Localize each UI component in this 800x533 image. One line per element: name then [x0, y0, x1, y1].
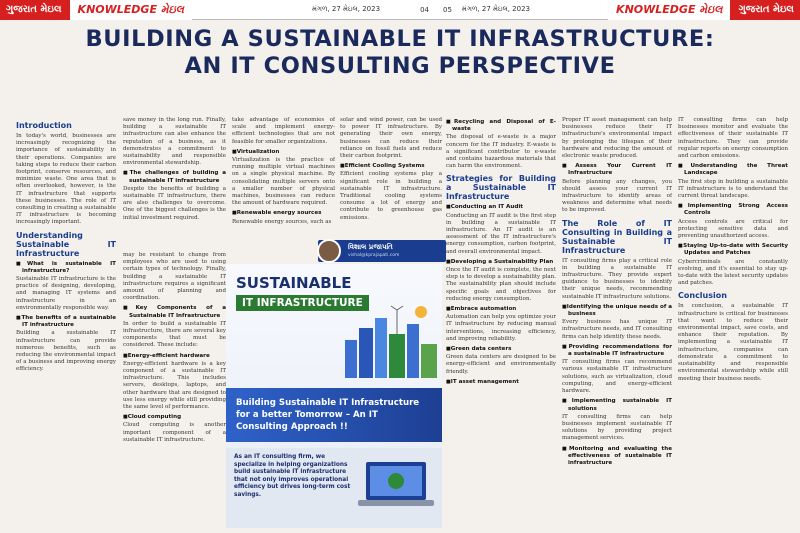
- paragraph: Before planning any changes, you should assess your current IT infrastructure to identify areas of weakness and determine what needs to be improved.: [562, 178, 672, 214]
- column-4: [340, 117, 442, 247]
- bullet-heading: ■ Identifying the unique needs of a business: [568, 304, 672, 318]
- infographic-title: SUSTAINABLE: [236, 274, 352, 292]
- paragraph: The first step in building a sustainable IT infrastructure is to understand the current threat landscape.: [678, 178, 788, 200]
- section-title-right: KNOWLEDGE મેઇલ: [608, 0, 732, 20]
- bullet-heading: ■ Implementing sustainable IT solutions: [568, 398, 672, 412]
- paragraph: save money in the long run. Finally, building a sustainable IT infrastructure can also enhance the reputation of a business, as it demonstrates a commitment to sustainability and responsible environmental stewardship.: [123, 117, 226, 167]
- bullet-heading: ■ Embrace automation: [452, 306, 556, 313]
- paragraph: Virtualization is the practice of running multiple virtual machines on a single physical machine. By consolidating multiple servers onto a smaller number of physical machines, businesses can reduce the amount of hardware required.: [232, 157, 335, 207]
- bullet-heading: ■ Implementing Strong Access Controls: [684, 203, 788, 217]
- infographic-banner: Building Sustainable IT Infrastructure for a better Tomorrow – An IT Consulting Approach !!: [226, 388, 442, 442]
- bullet-heading: ■ Staying Up-to-date with Security Updates and Patches: [684, 243, 788, 257]
- column-5: [446, 117, 556, 527]
- bullet-heading: ■ Assess Your Current IT Infrastructure: [568, 163, 672, 177]
- paragraph: Renewable energy sources, such as: [232, 218, 332, 225]
- paragraph: Despite the benefits of building a sustainable IT infrastructure, there are also challenges to overcome. One of the biggest challenges is the initial investment required.: [123, 185, 226, 221]
- bullet-heading: ■ Virtualization: [238, 149, 335, 156]
- column-2-lower: [123, 252, 226, 527]
- column-1: [16, 117, 116, 527]
- intro-paragraph: In today's world, businesses are increasingly recognizing the importance of sustainability in their operations. Companies are taking steps to reduce their carbon footprint, conserve resources, and minimize waste. One area that is often overlooked, however, is the IT infrastructure that supports these businesses. The role of IT consulting in creating a sustainable IT infrastructure is becoming increasingly important.: [16, 133, 116, 226]
- bullet-heading: ■ Developing a Sustainability Plan: [452, 259, 556, 266]
- paragraph: Green data centers are designed to be energy-efficient and environmentally friendly.: [446, 354, 556, 375]
- bullet-heading: ■ Energy-efficient hardware: [129, 353, 226, 360]
- headline-line-2: AN IT CONSULTING PERSPECTIVE: [184, 53, 616, 79]
- infographic: [226, 264, 442, 528]
- understanding-heading: Understanding Sustainable IT Infrastructure: [16, 230, 116, 258]
- paragraph: Access controls are critical for protecting sensitive data and preventing unauthorized access.: [678, 218, 788, 240]
- paragraph: IT consulting firms can help businesses implement sustainable IT solutions by providing project management services.: [562, 413, 672, 442]
- paragraph: The disposal of e-waste is a major concern for the IT industry. E-waste is a significant contributor to e-waste and contains hazardous materials that can harm the environment.: [446, 134, 556, 170]
- paragraph: Conducting an IT audit is the first step in building a sustainable IT infrastructure. An IT audit is an assessment of the IT infrastructure's energy consumption, carbon footprint, and overall environmental impact.: [446, 212, 556, 255]
- paragraph: Proper IT asset management can help businesses reduce their IT infrastructure's environmental impact by prolonging the lifespan of their hardware and reducing the amount of electronic waste produced.: [562, 117, 672, 160]
- issue-date: મંગળ, 27 મેઇલ, 2023: [311, 5, 381, 13]
- paragraph: Once the IT audit is complete, the next step is to develop a sustainability plan. The sustainability plan should include specific goals and objectives for reducing energy consumption.: [446, 267, 556, 302]
- paragraph: In order to build a sustainable IT infrastructure, there are several key components that must be considered. These include:: [123, 320, 226, 349]
- headline-line-1: BUILDING A SUSTAINABLE IT INFRASTRUCTURE:: [85, 26, 715, 52]
- strategies-heading: Strategies for Building a Sustainable IT Infrastructure: [446, 174, 556, 202]
- paragraph: IT consulting firms play a critical role in building a sustainable IT infrastructure. They provide expert guidance to businesses to identify their unique needs, recommending sustainable IT infrastructure solutions.: [562, 257, 672, 300]
- bullet-heading: ■ Recycling and Disposal of E-waste: [452, 119, 556, 133]
- masthead: [0, 0, 800, 20]
- column-2: [123, 117, 226, 247]
- bullet-heading: ■ The benefits of a sustainable IT infrastructure: [22, 315, 116, 329]
- bullet-heading: ■ Providing recommendations for a sustainable IT infrastructure: [568, 344, 672, 358]
- intro-heading: Introduction: [16, 121, 72, 130]
- paragraph: Sustainable IT infrastructure is the practice of designing, developing, and managing IT systems and infrastructure in an environmentally responsible way.: [16, 276, 116, 311]
- bullet-heading: ■ Key Components of a Sustainable IT Infrastructure: [129, 305, 226, 319]
- paragraph: Cloud computing is another important component of a sustainable IT infrastructure.: [123, 422, 226, 443]
- infographic-footer: [226, 448, 442, 528]
- infographic-footer-text: As an IT consulting firm, we specialize in helping organizations build sustainable IT infrastructure that not only improves operational efficiency but drives long-term cost savings.: [234, 454, 351, 498]
- paragraph: Automation can help you optimize your IT infrastructure by reducing manual interventions, increasing efficiency, and improving reliability.: [446, 314, 556, 342]
- page-number-left: 04: [420, 5, 429, 14]
- column-7: [678, 117, 788, 527]
- column-6: [562, 117, 672, 527]
- bullet-heading: ■ Cloud computing: [129, 414, 226, 421]
- bullet-heading: ■ Green data centers: [452, 346, 556, 353]
- section-title: KNOWLEDGE મેઇલ: [68, 0, 192, 20]
- bullet-heading: ■ Understanding the Threat Landscape: [684, 163, 788, 177]
- paragraph: solar and wind power, can be used to power IT infrastructure. By generating their own energy, businesses can reduce their reliance on fossil fuels and reduce their carbon footprint.: [340, 117, 442, 160]
- paragraph: Every business has unique IT infrastructure needs, and IT consulting firms can help identify these needs.: [562, 319, 672, 340]
- conclusion-heading: Conclusion: [678, 291, 727, 301]
- paragraph: In conclusion, a sustainable IT infrastructure is critical for businesses that want to reduce their environmental impact, save costs, and enhance their reputation. By implementing a sustainable IT infrastructure, companies can demonstrate a commitment to sustainability and responsible environmental stewardship while still meeting their business needs.: [678, 303, 788, 382]
- bullet-heading: ■ Efficient Cooling Systems: [346, 163, 442, 170]
- paragraph: may be resistant to change from employees who are used to using certain types of technology. Finally, building a sustainable IT infrastructure requires a significant amount of planning and coordination.: [123, 252, 226, 302]
- bullet-heading: ■ Renewable energy sources: [238, 210, 335, 217]
- column-3: [232, 117, 335, 247]
- author-byline: [318, 240, 446, 262]
- bullet-heading: ■ The challenges of building a sustainable IT infrastructure: [129, 170, 226, 184]
- bullet-heading: ■ Monitoring and evaluating the effectiveness of sustainable IT infrastructure: [568, 446, 672, 468]
- role-heading: The Role of IT Consulting in Building a Sustainable IT Infrastructure: [562, 218, 672, 255]
- paragraph: Efficient cooling systems play a significant role in building a sustainable IT infrastructure. Traditional cooling systems consume a lot of energy and contribute to greenhouse gas emissions.: [340, 171, 442, 221]
- article-headline: [14, 26, 786, 80]
- infographic-subtitle: IT INFRASTRUCTURE: [236, 295, 369, 311]
- city-illustration: [341, 300, 441, 380]
- paragraph: Cybercriminals are constantly evolving, and it's essential to stay up-to-date with the latest security updates and patches.: [678, 258, 788, 287]
- page-number-right: 05: [442, 5, 452, 14]
- paragraph: take advantage of economies of scale and implement energy-efficient technologies that are not feasible for smaller organizations.: [232, 117, 335, 145]
- issue-date-right: મંગળ, 27 મેઇલ, 2023: [461, 5, 531, 13]
- newspaper-brand-right: ગુજરાત મેઇલ: [732, 0, 800, 20]
- laptop-illustration: [354, 456, 438, 516]
- paragraph: IT consulting firms can help businesses monitor and evaluate the effectiveness of their sustainable IT infrastructure. They can provide regular reports on energy consumption and carbon emissions.: [678, 117, 788, 160]
- bullet-heading: ■ IT asset management: [452, 379, 556, 386]
- author-name: વિશાલ પ્રજાપતિ: [348, 243, 393, 251]
- avatar: [317, 239, 341, 263]
- paragraph: Energy-efficient hardware is a key component of a sustainable IT infrastructure. This includes servers, desktops, laptops, and other hardware that are designed to use less energy while still providing the same level of performance.: [123, 360, 226, 411]
- author-email[interactable]: vishal@kprajapati.com: [348, 253, 400, 258]
- bullet-heading: ■ Conducting an IT Audit: [452, 204, 556, 211]
- paragraph: Building a sustainable IT infrastructure can provide numerous benefits, such as reducing the environmental impact of a business and improving energy efficiency.: [16, 330, 116, 373]
- paragraph: IT consulting firms can recommend various sustainable IT infrastructure solutions, such as virtualization, cloud computing, and energy-efficient hardware.: [562, 359, 672, 395]
- bullet-heading: ■ What is sustainable IT infrastructure?: [22, 261, 116, 275]
- newspaper-brand: ગુજરાત મેઇલ: [0, 0, 68, 20]
